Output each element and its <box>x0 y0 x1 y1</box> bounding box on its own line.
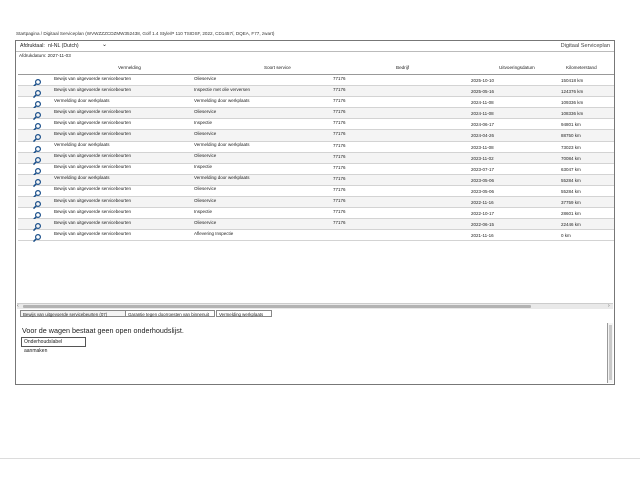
table-row[interactable] <box>18 164 614 175</box>
cell-bedrijf: 77176 <box>333 220 346 226</box>
cell-vermelding: Bewijs van uitgevoerde servicebeurten <box>54 197 132 203</box>
cell-kilometerstand: 63047 km <box>561 166 581 172</box>
search-icon[interactable] <box>32 108 42 118</box>
scroll-right-icon[interactable]: › <box>608 303 610 309</box>
print-language-select[interactable]: nl-NL (Dutch) <box>48 43 79 49</box>
column-header-vermelding[interactable]: Vermelding <box>118 65 141 70</box>
cell-bedrijf: 77176 <box>333 175 346 181</box>
create-maintenance-label-button[interactable]: Onderhoudslabel aanmaken <box>21 337 86 347</box>
cell-kilometerstand: 22446 km <box>561 222 581 228</box>
table-row[interactable] <box>18 230 614 241</box>
cell-bedrijf: 77176 <box>333 198 346 204</box>
cell-soort-service: Olieservice <box>194 75 217 81</box>
service-plan-panel <box>15 40 615 385</box>
column-header-bedrijf[interactable]: Bedrijf <box>396 65 410 70</box>
cell-kilometerstand: 28601 km <box>561 211 581 217</box>
cell-uitvoeringsdatum: 2023-05-06 <box>471 188 495 194</box>
search-icon[interactable] <box>32 97 42 107</box>
cell-vermelding: Bewijs van uitgevoerde servicebeurten <box>54 219 132 225</box>
cell-uitvoeringsdatum: 2023-11-08 <box>471 144 494 150</box>
page-title: Digitaal Serviceplan <box>560 43 610 49</box>
print-language-label: Afdruktaal: <box>20 43 45 49</box>
cell-vermelding: Bewijs van uitgevoerde servicebeurten <box>54 208 132 214</box>
cell-bedrijf: 77176 <box>333 120 346 126</box>
cell-uitvoeringsdatum: 2023-11-02 <box>471 155 494 161</box>
breadcrumb: Startpagina / Digitaal Serviceplan (WVWZZZCDZMW352438, Golf 1.4 Style/P 110 TSIDSF, 2022, CD1457/, DQEA, F77, zwart) <box>16 31 275 36</box>
cell-soort-service: Inspectie met olie verversen <box>194 86 251 92</box>
cell-kilometerstand: 94801 km <box>561 122 581 128</box>
scrollbar-thumb[interactable] <box>23 305 531 308</box>
search-icon[interactable] <box>32 175 42 185</box>
cell-soort-service: Olieservice <box>194 130 217 136</box>
cell-uitvoeringsdatum: 2024-11-08 <box>471 111 494 117</box>
column-header-uitvoeringsdatum[interactable]: Uitvoeringsdatum <box>499 65 535 70</box>
cell-uitvoeringsdatum: 2022-06-15 <box>471 222 495 228</box>
cell-bedrijf: 77176 <box>333 98 346 104</box>
cell-soort-service: Olieservice <box>194 197 217 203</box>
table-row[interactable] <box>18 208 614 219</box>
search-icon[interactable] <box>32 197 42 207</box>
chevron-down-icon[interactable]: ⌄ <box>102 42 108 48</box>
vertical-scrollbar-thumb[interactable] <box>609 325 612 380</box>
cell-kilometerstand: 37759 km <box>561 200 581 206</box>
cell-vermelding: Vermelding door werkplaats <box>54 175 110 181</box>
cell-soort-service: Vermelding door werkplaats <box>194 97 250 103</box>
cell-uitvoeringsdatum: 2022-11-16 <box>471 200 494 206</box>
column-header-kilometerstand[interactable]: Kilometerstand <box>566 65 597 70</box>
cell-bedrijf: 77176 <box>333 76 346 81</box>
table-row[interactable] <box>18 119 614 130</box>
vertical-scrollbar[interactable] <box>607 323 613 383</box>
table-row[interactable] <box>18 130 614 141</box>
table-row[interactable] <box>18 197 614 208</box>
cell-soort-service: Vermelding door werkplaats <box>194 175 250 181</box>
cell-uitvoeringsdatum: 2023-07-17 <box>471 166 495 172</box>
cell-uitvoeringsdatum: 2024-04-26 <box>471 133 495 139</box>
cell-bedrijf: 77176 <box>333 109 346 115</box>
search-icon[interactable] <box>32 142 42 152</box>
service-table <box>18 62 614 241</box>
cell-uitvoeringsdatum: 2022-10-17 <box>471 211 495 217</box>
table-row[interactable] <box>18 86 614 97</box>
cell-bedrijf: 77176 <box>333 164 346 170</box>
cell-kilometerstand: 88750 km <box>561 133 581 139</box>
cell-vermelding: Vermelding door werkplaats <box>54 97 110 103</box>
search-icon[interactable] <box>32 164 42 174</box>
cell-vermelding: Bewijs van uitgevoerde servicebeurten <box>54 186 132 192</box>
cell-soort-service: Olieservice <box>194 108 217 114</box>
search-icon[interactable] <box>32 75 42 85</box>
table-row[interactable] <box>18 219 614 230</box>
cell-kilometerstand: 55284 km <box>561 177 581 183</box>
column-header-soort-service[interactable]: Soort service <box>264 65 291 70</box>
cell-kilometerstand: 109336 km <box>561 100 584 106</box>
search-icon[interactable] <box>32 230 42 240</box>
maintenance-notice: Voor de wagen bestaat geen open onderhoudslijst. <box>22 326 184 335</box>
cell-vermelding: Bewijs van uitgevoerde servicebeurten <box>54 108 132 114</box>
cell-soort-service: Inspectie <box>194 208 213 214</box>
cell-kilometerstand: 55284 km <box>561 188 581 194</box>
tab-garantie-doorroesten[interactable]: Garantie tegen doorroesten van binnenuit <box>125 310 215 317</box>
table-row[interactable] <box>18 75 614 86</box>
search-icon[interactable] <box>32 130 42 140</box>
print-toolbar <box>16 41 614 52</box>
cell-soort-service: Olieservice <box>194 219 217 225</box>
table-row[interactable] <box>18 108 614 119</box>
cell-vermelding: Bewijs van uitgevoerde servicebeurten <box>54 119 132 125</box>
print-date: Afdrukdatum: 2027-11-03 <box>19 53 71 58</box>
cell-bedrijf: 77176 <box>333 131 346 137</box>
cell-soort-service: Olieservice <box>194 186 217 192</box>
cell-vermelding: Bewijs van uitgevoerde servicebeurten <box>54 153 132 159</box>
table-row[interactable] <box>18 175 614 186</box>
table-row[interactable] <box>18 97 614 108</box>
cell-bedrijf: 77176 <box>333 87 346 93</box>
cell-bedrijf: 77176 <box>333 186 346 192</box>
cell-uitvoeringsdatum: 2024-11-08 <box>471 100 494 106</box>
horizontal-scrollbar[interactable] <box>17 303 613 309</box>
cell-vermelding: Bewijs van uitgevoerde servicebeurten <box>54 230 132 236</box>
cell-uitvoeringsdatum: 2025-10-10 <box>471 78 495 83</box>
search-icon[interactable] <box>32 208 42 218</box>
page-footer-divider <box>0 458 640 459</box>
cell-kilometerstand: 150418 km <box>561 78 584 83</box>
cell-bedrijf: 77176 <box>333 209 346 215</box>
cell-kilometerstand: 0 km <box>561 233 571 239</box>
search-icon[interactable] <box>32 119 42 129</box>
cell-kilometerstand: 73023 km <box>561 144 581 150</box>
cell-uitvoeringsdatum: 2024-06-17 <box>471 122 495 128</box>
cell-bedrijf: 77176 <box>333 153 346 159</box>
cell-uitvoeringsdatum: 2021-11-16 <box>471 233 494 239</box>
cell-vermelding: Bewijs van uitgevoerde servicebeurten <box>54 164 132 170</box>
search-icon[interactable] <box>32 153 42 163</box>
table-row[interactable] <box>18 153 614 164</box>
search-icon[interactable] <box>32 186 42 196</box>
tab-servicebeurten[interactable]: Bewijs van uitgevoerde servicebeurten (07) <box>20 310 126 317</box>
cell-uitvoeringsdatum: 2023-05-06 <box>471 177 495 183</box>
cell-vermelding: Bewijs van uitgevoerde servicebeurten <box>54 86 132 92</box>
search-icon[interactable] <box>32 86 42 96</box>
cell-soort-service: Olieservice <box>194 153 217 159</box>
table-row[interactable] <box>18 142 614 153</box>
cell-kilometerstand: 108336 km <box>561 111 584 117</box>
tab-vermelding-werkplaats[interactable]: Vermelding werkplaats <box>216 310 272 317</box>
cell-soort-service: Inspectie <box>194 119 213 125</box>
cell-vermelding: Bewijs van uitgevoerde servicebeurten <box>54 130 132 136</box>
cell-soort-service: Inspectie <box>194 164 213 170</box>
cell-vermelding: Bewijs van uitgevoerde servicebeurten <box>54 75 132 81</box>
cell-vermelding: Vermelding door werkplaats <box>54 142 110 148</box>
table-body <box>18 75 614 241</box>
cell-kilometerstand: 124376 km <box>561 89 584 95</box>
cell-soort-service: Aflevering Inspectie <box>194 230 234 236</box>
cell-uitvoeringsdatum: 2025-05-16 <box>471 89 495 95</box>
table-header <box>18 62 614 75</box>
table-row[interactable] <box>18 186 614 197</box>
cell-soort-service: Vermelding door werkplaats <box>194 142 250 148</box>
scroll-left-icon[interactable]: ‹ <box>17 303 19 309</box>
search-icon[interactable] <box>32 219 42 229</box>
cell-bedrijf: 77176 <box>333 142 346 148</box>
cell-kilometerstand: 70084 km <box>561 155 581 161</box>
